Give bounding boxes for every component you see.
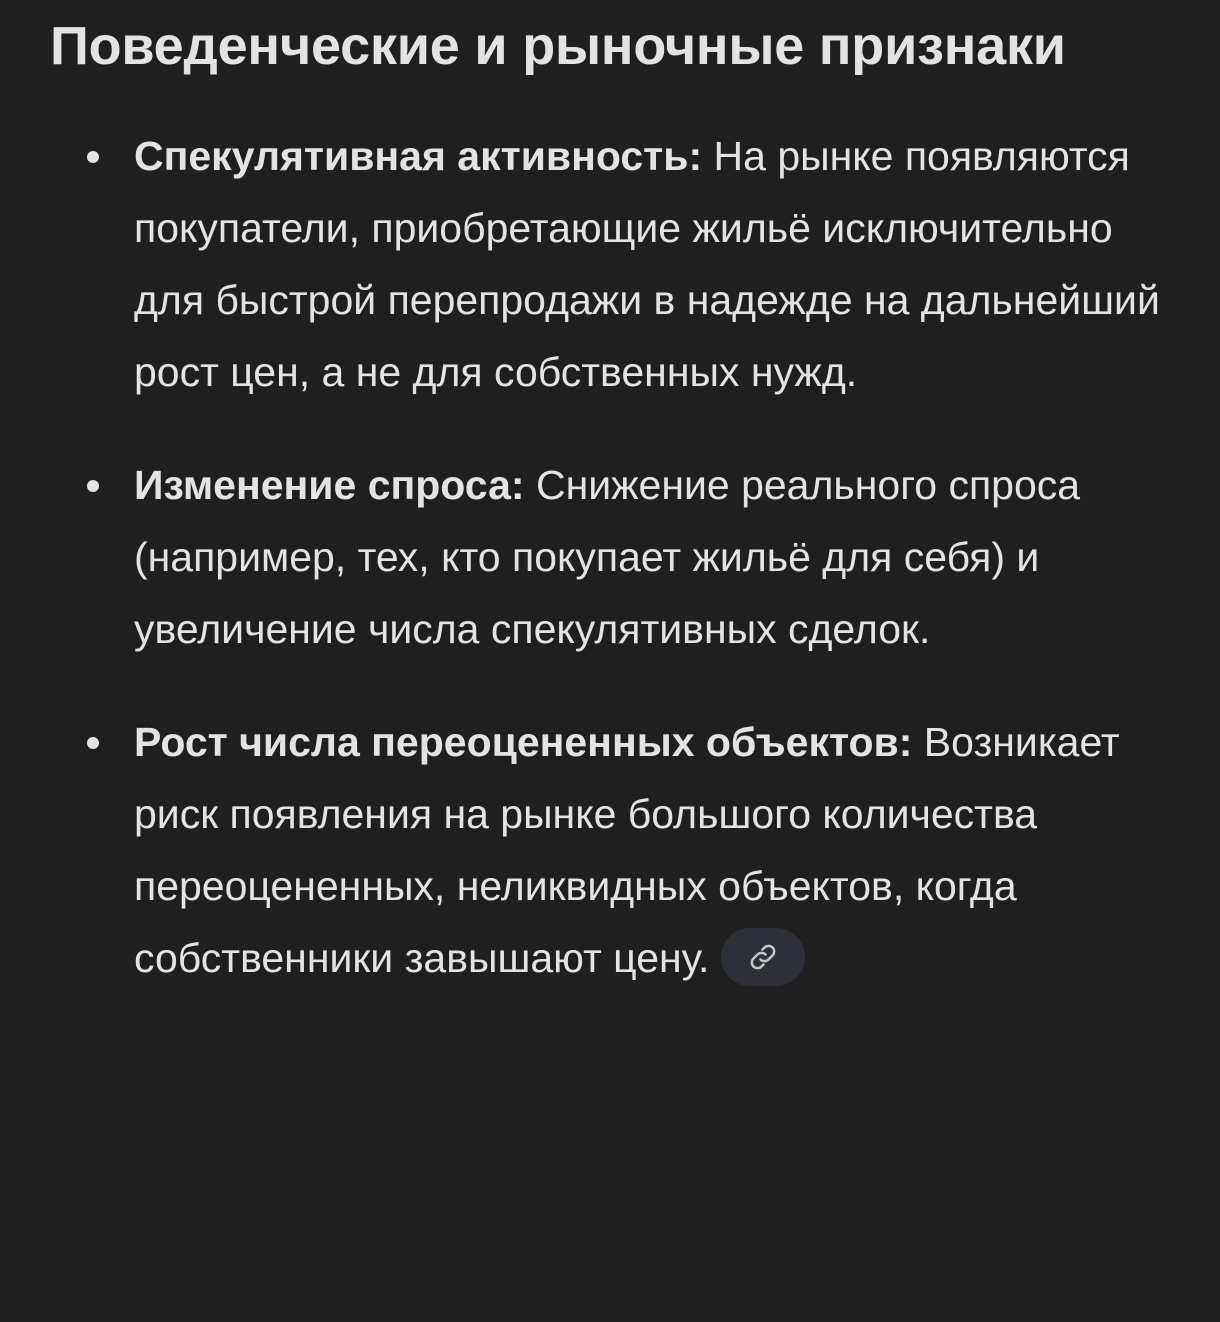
link-icon (748, 942, 778, 972)
list-item (50, 449, 1180, 665)
section-heading: Поведенческие и рыночные признаки (50, 16, 1066, 76)
item-term: Изменение спроса: (134, 462, 525, 508)
item-term: Рост числа переоцененных объектов: (134, 719, 913, 765)
bullet-icon (87, 151, 99, 163)
list-item (50, 120, 1180, 408)
bullet-icon (87, 737, 99, 749)
bullet-list (50, 120, 1180, 994)
item-text: Снижение реального спроса (например, тех, кто покупает жильё для себя) и увеличение числа спекулятивных сделок. (134, 462, 1081, 652)
list-item (50, 706, 1180, 994)
item-term: Спекулятивная активность: (134, 133, 703, 179)
source-link-button[interactable] (721, 928, 805, 986)
bullet-icon (87, 480, 99, 492)
item-text: На рынке появляются покупатели, приобретающие жильё исключительно для быстрой перепродажи в надежде на дальнейший рост цен, а не для собственных нужд. (134, 133, 1160, 395)
item-text: Возникает риск появления на рынке большого количества переоцененных, неликвидных объектов, когда собственники завышают цену. (134, 719, 1120, 981)
